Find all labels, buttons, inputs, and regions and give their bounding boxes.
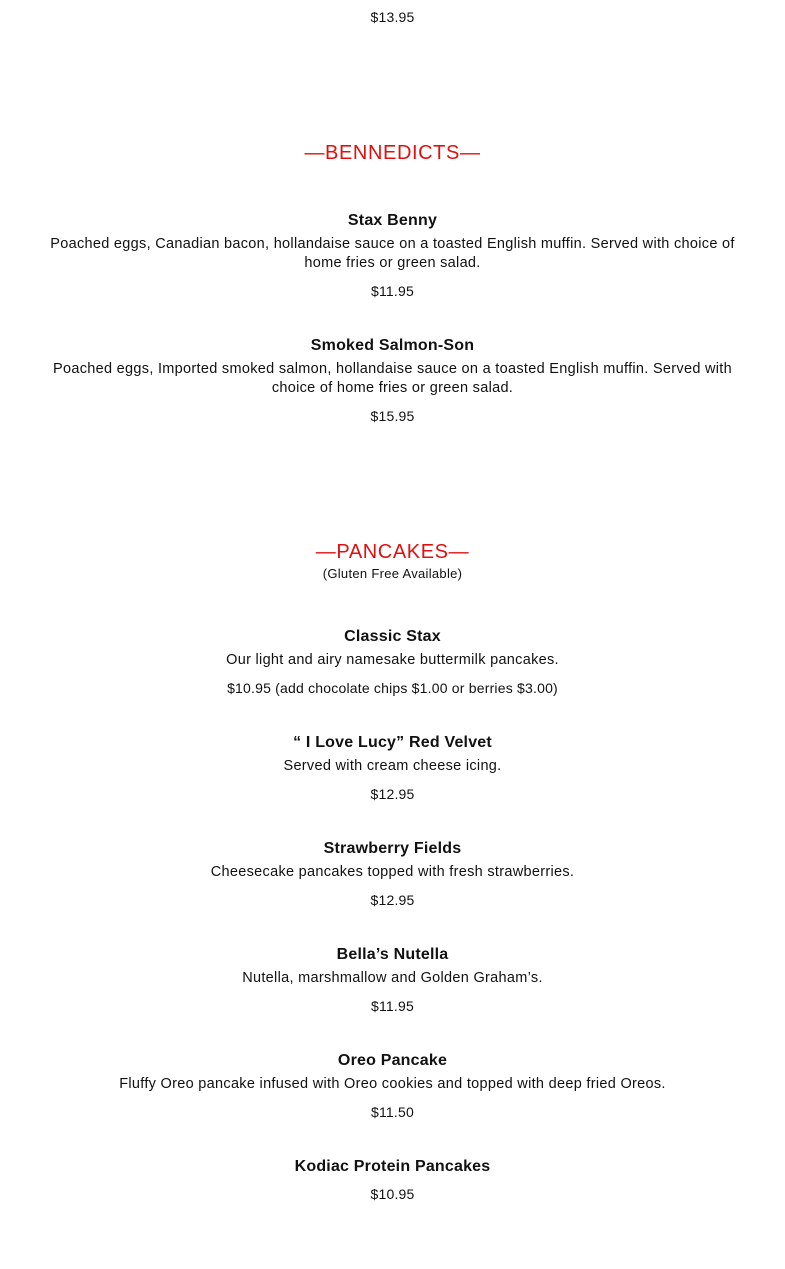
menu-item-price: $11.95: [371, 998, 414, 1014]
menu-item-name: “ I Love Lucy” Red Velvet: [293, 734, 492, 751]
menu-item-price: $11.95: [371, 283, 414, 299]
menu-item-description: Our light and airy namesake buttermilk pancakes.: [226, 652, 559, 668]
menu-item-price: $10.95: [370, 1186, 415, 1202]
menu-item-description: Cheesecake pancakes topped with fresh strawberries.: [210, 864, 575, 880]
menu-item-name: Stax Benny: [347, 212, 438, 229]
menu-item-description: Nutella, marshmallow and Golden Graham’s.: [242, 970, 543, 986]
previous-item-price: $13.95: [370, 9, 415, 25]
menu-item-name: Smoked Salmon-Son: [310, 337, 475, 354]
section-title-bennedicts: —BENNEDICTS—: [304, 142, 481, 164]
section-note: (Gluten Free Available): [322, 566, 463, 581]
menu-item-price: $12.95: [370, 786, 415, 802]
menu-item-description: Poached eggs, Imported smoked salmon, hollandaise sauce on a toasted English muffin. Served with choice of home fries or green salad.: [53, 361, 732, 396]
menu-item-name: Bella’s Nutella: [336, 946, 449, 963]
menu-item-name: Strawberry Fields: [323, 840, 462, 857]
menu-item-description: Poached eggs, Canadian bacon, hollandaise sauce on a toasted English muffin. Served with choice of home fries or green salad.: [50, 236, 735, 271]
menu-item-price: $15.95: [370, 408, 415, 424]
menu-item-name: Oreo Pancake: [337, 1052, 448, 1069]
menu-item-name: Classic Stax: [344, 628, 441, 645]
menu-item-price: $11.50: [371, 1104, 414, 1120]
menu-item-name: Kodiac Protein Pancakes: [294, 1158, 491, 1175]
menu-item-price: $12.95: [370, 892, 415, 908]
menu-item-description: Fluffy Oreo pancake infused with Oreo cookies and topped with deep fried Oreos.: [119, 1076, 666, 1092]
menu-item-description: Served with cream cheese icing.: [283, 758, 502, 774]
section-title-pancakes: —PANCAKES—: [315, 541, 470, 563]
menu-item-price: $10.95 (add chocolate chips $1.00 or berries $3.00): [227, 680, 558, 696]
